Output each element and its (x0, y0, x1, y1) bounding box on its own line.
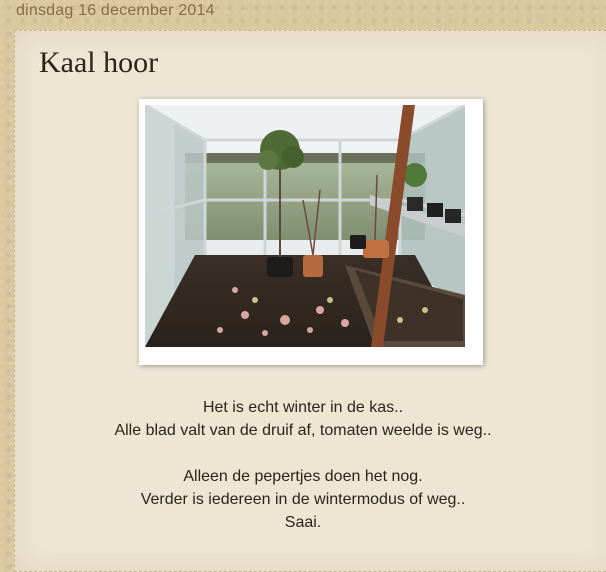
body-line: Alleen de pepertjes doen het nog. (183, 468, 423, 485)
body-line: Saai. (284, 514, 322, 531)
post-title[interactable]: Kaal hoor (39, 46, 159, 79)
post-date-header: dinsdag 16 december 2014 (16, 2, 215, 19)
blog-post (14, 30, 606, 572)
body-line: Het is echt winter in de kas.. (202, 399, 404, 416)
body-spacer (15, 442, 591, 465)
post-body (15, 396, 591, 534)
body-line: Verder is iedereen in de wintermodus of weg.. (140, 491, 466, 508)
post-image[interactable] (139, 99, 483, 365)
body-line: Alle blad valt van de druif af, tomaten weelde is weg.. (114, 422, 492, 439)
greenhouse-photo (145, 105, 465, 347)
